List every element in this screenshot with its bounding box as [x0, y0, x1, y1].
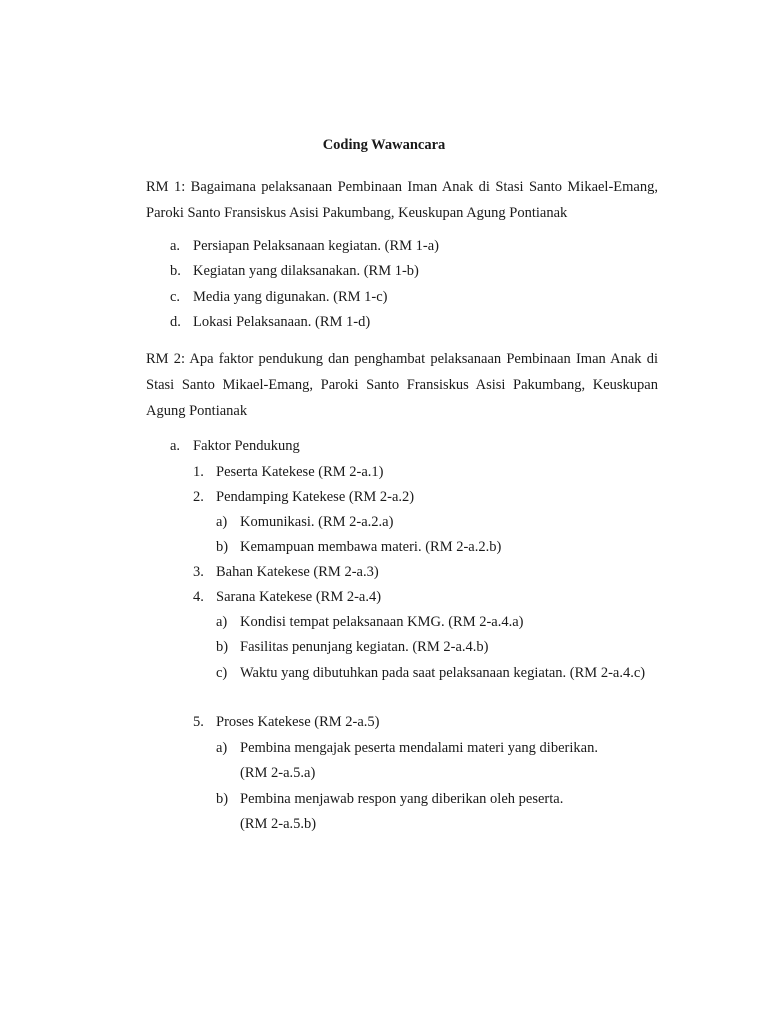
list-marker: a) [216, 614, 228, 630]
list-text-continued: (RM 2-a.5.b) [240, 816, 317, 832]
list-marker: 5. [193, 714, 204, 730]
rm1-question: RM 1: Bagaimana pelaksanaan Pembinaan Iman Anak di Stasi Santo Mikael-Emang, Paroki Santo Fransiskus Asisi Pakumbang, Keuskupan Agung Pontianak [146, 179, 658, 221]
list-text: Lokasi Pelaksanaan. (RM 1-d) [193, 314, 371, 330]
rm2-question: RM 2: Apa faktor pendukung dan penghambat pelaksanaan Pembinaan Iman Anak di Stasi Santo Mikael-Emang, Paroki Santo Fransiskus Asisi Pakumbang, Keuskupan Agung Pontianak [146, 351, 658, 419]
list-marker: b) [216, 639, 229, 655]
list-marker: 4. [193, 589, 204, 605]
list-marker: d. [170, 314, 181, 330]
list-marker: 2. [193, 489, 204, 505]
list-text: Waktu yang dibutuhkan pada saat pelaksanaan kegiatan. (RM 2-a.4.c) [240, 665, 646, 681]
list-text: Pendamping Katekese (RM 2-a.2) [216, 489, 415, 505]
list-text: Komunikasi. (RM 2-a.2.a) [240, 514, 394, 530]
list-text: Proses Katekese (RM 2-a.5) [216, 714, 380, 730]
list-marker: a) [216, 740, 228, 756]
list-marker: a. [170, 438, 181, 454]
list-marker: 3. [193, 564, 204, 580]
list-marker: a) [216, 514, 228, 530]
list-text: Kemampuan membawa materi. (RM 2-a.2.b) [240, 539, 502, 555]
list-text: Kegiatan yang dilaksanakan. (RM 1-b) [193, 263, 419, 279]
list-marker: c) [216, 665, 228, 681]
list-text: Bahan Katekese (RM 2-a.3) [216, 564, 379, 580]
list-text: Fasilitas penunjang kegiatan. (RM 2-a.4.b) [240, 639, 489, 655]
list-marker: b. [170, 263, 181, 279]
list-marker: 1. [193, 464, 204, 480]
list-text: Persiapan Pelaksanaan kegiatan. (RM 1-a) [193, 238, 440, 254]
list-text: Faktor Pendukung [193, 438, 300, 454]
list-text: Media yang digunakan. (RM 1-c) [193, 289, 388, 305]
list-marker: c. [170, 289, 181, 305]
list-text: Pembina mengajak peserta mendalami materi yang diberikan. [240, 740, 598, 756]
list-text: Pembina menjawab respon yang diberikan oleh peserta. [240, 791, 564, 807]
list-marker: a. [170, 238, 181, 254]
list-text: Peserta Katekese (RM 2-a.1) [216, 464, 384, 480]
list-text: Sarana Katekese (RM 2-a.4) [216, 589, 382, 605]
list-text: Kondisi tempat pelaksanaan KMG. (RM 2-a.4.a) [240, 614, 524, 630]
list-text-continued: (RM 2-a.5.a) [240, 765, 316, 781]
list-marker: b) [216, 791, 229, 807]
list-marker: b) [216, 539, 229, 555]
document-title: Coding Wawancara [322, 137, 446, 153]
